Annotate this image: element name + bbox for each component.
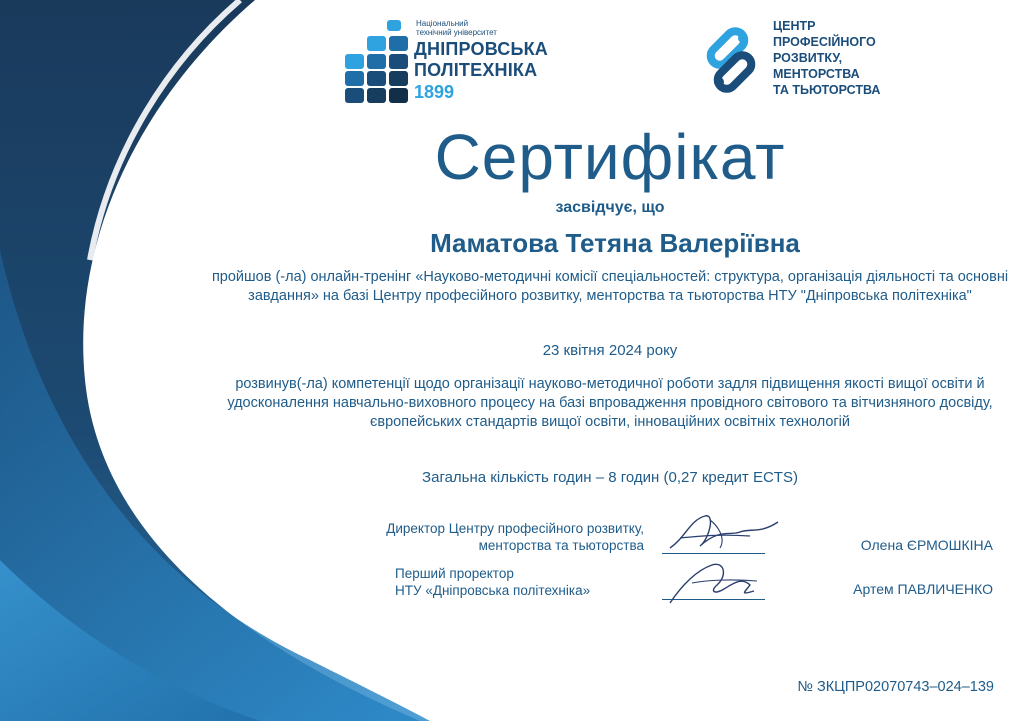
center-emblem-icon (698, 20, 764, 100)
signature-2 (662, 555, 772, 607)
university-subtitle: Національний технічний університет (416, 19, 497, 37)
signatory-2-name: Артем ПАВЛИЧЕНКО (853, 581, 993, 597)
university-name-line1: ДНІПРОВСЬКА (414, 39, 548, 59)
center-name: ЦЕНТР ПРОФЕСІЙНОГО РОЗВИТКУ, МЕНТОРСТВА ТА ТЬЮТОРСТВА (773, 19, 881, 97)
university-year: 1899 (414, 82, 455, 102)
university-name-line2: ПОЛІТЕХНІКА (414, 60, 538, 80)
certifies-text: засвідчує, що (555, 199, 665, 216)
signatory-1-position: Директор Центру професійного розвитку, менторства та тьюторства (386, 521, 644, 553)
training-description: пройшов (-ла) онлайн-тренінг «Науково-методичні комісії спеціальностей: структура, організація діяльності та основні завдання» на базі Центру професійного розвитку, менторства та тьюторства НТУ "Дніпровська політехніка" (211, 269, 1009, 304)
certificate-title: Сертифікат (434, 121, 786, 193)
signatory-2-position: Перший проректор НТУ «Дніпровська політехніка» (395, 566, 591, 598)
signatory-1-name: Олена ЄРМОШКІНА (860, 537, 993, 553)
center-logo (698, 16, 908, 106)
certificate-number: № ЗКЦПР02070743–024–139 (797, 679, 994, 695)
recipient-name: Маматова Тетяна Валеріївна (430, 228, 800, 258)
university-logo (343, 16, 573, 106)
competence-description: розвинув(-ла) компетенції щодо організації науково-методичної роботи задля підвищення якості вищої освіти й удосконалення навчально-виховного процесу на базі впровадження провідного світового та вітчизняного досвіду, європейських стандартів вищої освіти, інноваційних освітніх технологій (227, 376, 993, 430)
total-hours: Загальна кількість годин – 8 годин (0,27 кредит ECTS) (422, 469, 798, 486)
signature-1 (660, 508, 785, 558)
training-date: 23 квітня 2024 року (542, 342, 678, 359)
